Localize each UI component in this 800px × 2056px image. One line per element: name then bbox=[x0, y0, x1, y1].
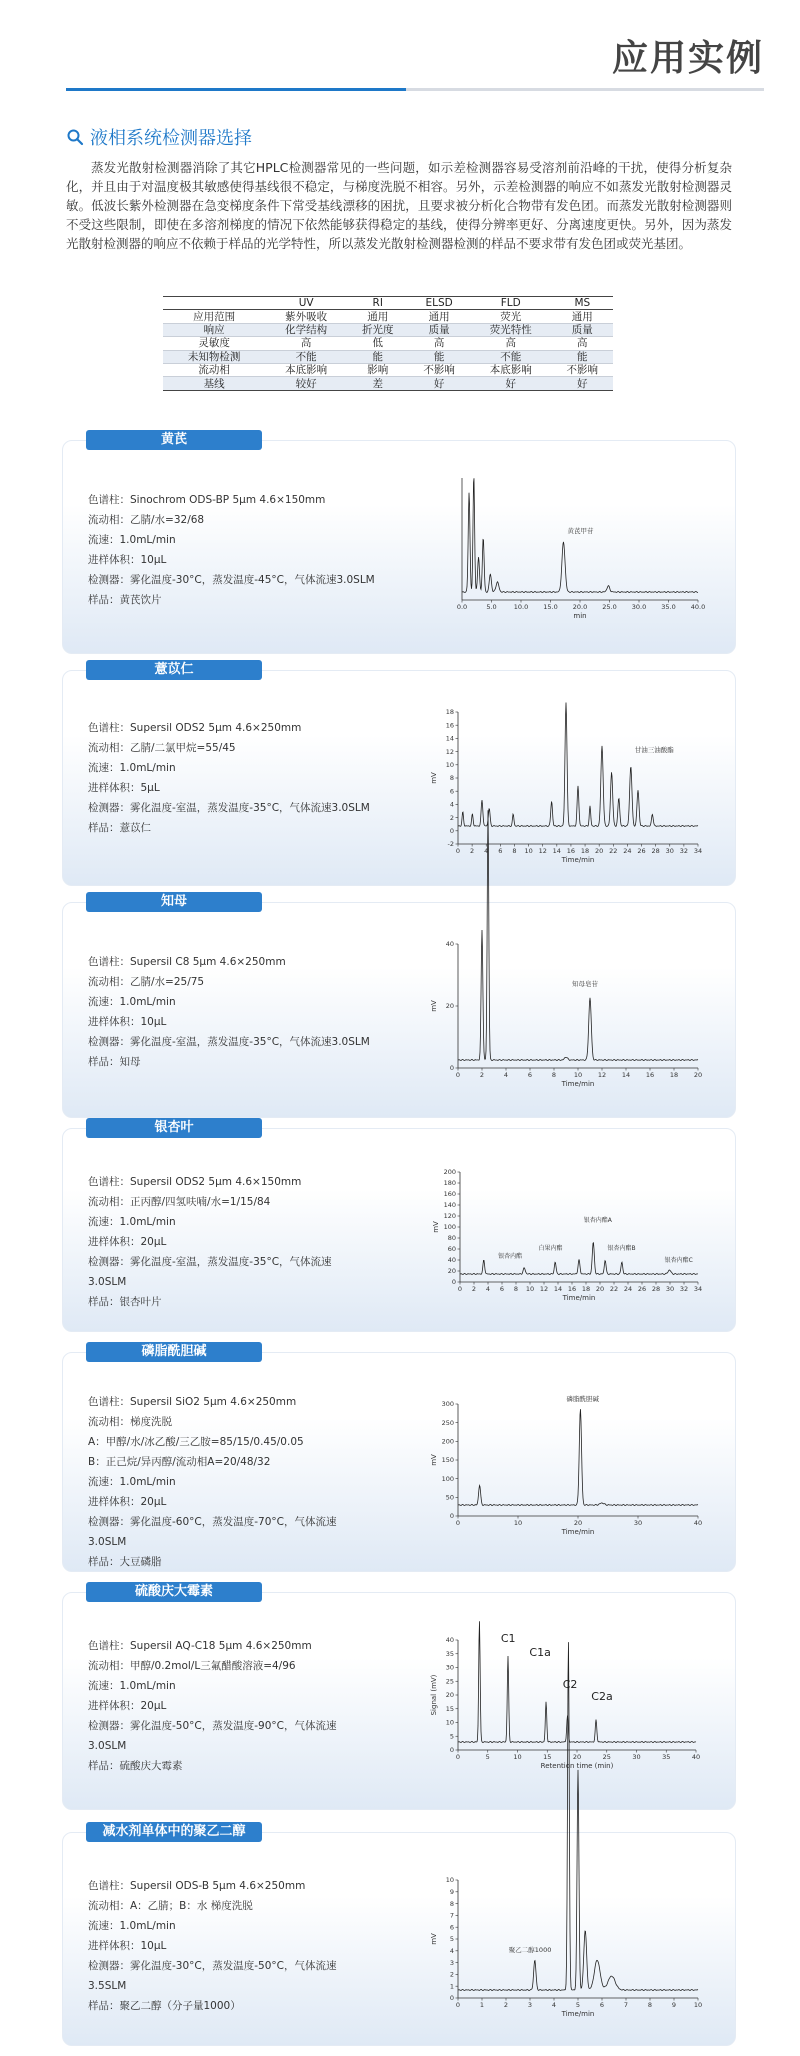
table-cell: 不能 bbox=[265, 350, 347, 363]
condition-line: 流速：1.0mL/min bbox=[88, 534, 176, 546]
condition-line: B：正己烷/异丙醇/流动相A=20/48/32 bbox=[88, 1456, 271, 1468]
x-tick-label: 25 bbox=[602, 1753, 611, 1761]
table-header-cell: FLD bbox=[470, 297, 552, 310]
x-tick-label: 30 bbox=[665, 847, 674, 855]
condition-line: 进样体积：10μL bbox=[88, 1016, 167, 1028]
x-tick-label: 20 bbox=[573, 1519, 583, 1527]
chromatogram-trace bbox=[458, 703, 698, 827]
table-cell: 灵敏度 bbox=[163, 337, 265, 350]
x-axis-label: Time/min bbox=[561, 856, 595, 864]
card-title: 知母 bbox=[86, 892, 262, 912]
y-tick-label: 200 bbox=[443, 1168, 456, 1177]
condition-line: 进样体积：5μL bbox=[88, 782, 160, 794]
card-conditions bbox=[88, 1392, 388, 1572]
condition-line: 流速：1.0mL/min bbox=[88, 762, 176, 774]
x-tick-label: 8 bbox=[647, 2001, 653, 2009]
peak-label: C1a bbox=[529, 1646, 551, 1659]
page-title: 应用实例 bbox=[611, 38, 764, 79]
chart-container bbox=[432, 1876, 702, 2036]
y-tick-label: 0 bbox=[449, 1994, 454, 2003]
condition-line: 3.0SLM bbox=[88, 1536, 127, 1548]
y-tick-label: 30 bbox=[445, 1663, 454, 1672]
header-divider-accent bbox=[66, 88, 406, 91]
condition-line: 色谱柱：Supersil ODS2 5μm 4.6×150mm bbox=[88, 1176, 302, 1188]
section-heading bbox=[66, 124, 252, 150]
condition-line: 色谱柱：Supersil AQ-C18 5μm 4.6×250mm bbox=[88, 1640, 312, 1652]
chromatogram-trace bbox=[462, 478, 698, 592]
x-tick-label: 10 bbox=[513, 1753, 522, 1761]
x-tick-label: 16 bbox=[567, 1285, 577, 1293]
x-tick-label: 20 bbox=[595, 1285, 605, 1293]
y-tick-label: 0 bbox=[451, 1278, 456, 1287]
y-tick-label: 5 bbox=[449, 1935, 454, 1944]
table-cell: 通用 bbox=[347, 310, 408, 323]
card-conditions bbox=[88, 1876, 388, 2016]
x-tick-label: 32 bbox=[679, 847, 689, 855]
x-tick-label: 14 bbox=[553, 1285, 563, 1293]
chromatogram-chart bbox=[432, 1168, 702, 1318]
peak-label: C2 bbox=[562, 1678, 578, 1691]
y-tick-label: 6 bbox=[449, 1923, 454, 1932]
y-tick-label: 0 bbox=[449, 1746, 454, 1755]
table-header-cell: UV bbox=[265, 297, 347, 310]
x-tick-label: 40 bbox=[693, 1519, 703, 1527]
table-cell: 质量 bbox=[408, 323, 469, 336]
section-title: 液相系统检测器选择 bbox=[90, 128, 252, 149]
y-tick-label: 2 bbox=[449, 813, 454, 822]
x-tick-label: 40.0 bbox=[690, 603, 706, 611]
search-icon bbox=[66, 128, 84, 146]
y-tick-label: 120 bbox=[443, 1212, 456, 1221]
y-tick-label: 300 bbox=[441, 1400, 454, 1409]
x-tick-label: 0 bbox=[455, 1519, 461, 1527]
x-tick-label: 22 bbox=[609, 1285, 619, 1293]
x-tick-label: 2 bbox=[479, 1071, 485, 1079]
peak-label: 磷脂酰胆碱 bbox=[566, 1395, 599, 1403]
condition-line: 色谱柱：Supersil SiO2 5μm 4.6×250mm bbox=[88, 1396, 297, 1408]
chromatogram-trace bbox=[460, 1243, 698, 1275]
condition-line: 色谱柱：Sinochrom ODS-BP 5μm 4.6×150mm bbox=[88, 494, 326, 506]
x-tick-label: 6 bbox=[527, 1071, 533, 1079]
table-cell: 通用 bbox=[552, 310, 613, 323]
y-tick-label: 0 bbox=[449, 827, 454, 835]
x-tick-label: 24 bbox=[623, 847, 632, 855]
y-tick-label: 35 bbox=[445, 1649, 454, 1658]
table-header-cell: ELSD bbox=[408, 297, 469, 310]
y-axis-label: mV bbox=[430, 1454, 438, 1466]
x-tick-label: 0 bbox=[455, 2001, 461, 2009]
y-axis-label: mV bbox=[430, 1000, 438, 1012]
condition-line: 检测器：雾化温度-60°C，蒸发温度-70°C，气体流速 bbox=[88, 1516, 337, 1528]
x-tick-label: 10 bbox=[525, 1285, 535, 1293]
x-tick-label: 0.0 bbox=[456, 603, 468, 611]
condition-line: 流动相：A：乙腈；B：水 梯度洗脱 bbox=[88, 1900, 253, 1912]
y-tick-label: 150 bbox=[441, 1456, 454, 1465]
chromatogram-chart bbox=[438, 478, 708, 622]
y-tick-label: 250 bbox=[441, 1418, 454, 1427]
x-tick-label: 20 bbox=[572, 1753, 582, 1761]
x-tick-label: 2 bbox=[470, 847, 475, 855]
x-axis-label: Time/min bbox=[561, 2010, 595, 2018]
peak-label: C1 bbox=[500, 1632, 516, 1645]
x-tick-label: 5 bbox=[575, 2001, 581, 2009]
x-tick-label: 34 bbox=[693, 847, 703, 855]
y-tick-label: 15 bbox=[445, 1704, 454, 1713]
table-header-cell: MS bbox=[552, 297, 613, 310]
table-cell: 折光度 bbox=[347, 323, 408, 336]
condition-line: 色谱柱：Supersil ODS2 5μm 4.6×250mm bbox=[88, 722, 302, 734]
peak-label: 银杏内酯A bbox=[583, 1217, 612, 1224]
x-tick-label: 10 bbox=[513, 1519, 523, 1527]
x-tick-label: 16 bbox=[645, 1071, 655, 1079]
chromatogram-chart bbox=[432, 940, 702, 1104]
peak-label: 黄芪甲苷 bbox=[567, 527, 594, 535]
x-tick-label: 18 bbox=[581, 1285, 591, 1293]
condition-line: 色谱柱：Supersil ODS-B 5μm 4.6×250mm bbox=[88, 1880, 306, 1892]
x-tick-label: 7 bbox=[623, 2001, 629, 2009]
peak-label: 银杏内酯C bbox=[664, 1257, 693, 1264]
x-axis-label: Time/min bbox=[561, 1080, 595, 1088]
y-tick-label: 40 bbox=[445, 940, 454, 949]
condition-line: 检测器：雾化温度-室温，蒸发温度-35°C，气体流速3.0SLM bbox=[88, 1036, 370, 1048]
x-tick-label: 34 bbox=[693, 1285, 703, 1293]
card-title: 硫酸庆大霉素 bbox=[86, 1582, 262, 1602]
table-cell: 基线 bbox=[163, 377, 265, 390]
x-tick-label: 4 bbox=[485, 1285, 491, 1293]
y-tick-label: 0 bbox=[449, 1064, 454, 1073]
y-tick-label: 7 bbox=[449, 1911, 454, 1920]
x-tick-label: 12 bbox=[539, 1285, 549, 1293]
y-tick-label: 20 bbox=[445, 1002, 454, 1011]
y-tick-label: 40 bbox=[447, 1256, 456, 1265]
x-tick-label: 30 bbox=[632, 1753, 641, 1761]
y-tick-label: 25 bbox=[445, 1677, 454, 1686]
condition-line: 3.0SLM bbox=[88, 1276, 127, 1288]
chart-container bbox=[420, 1632, 701, 1792]
x-tick-label: 25.0 bbox=[602, 603, 617, 611]
chart-container bbox=[430, 1395, 703, 1556]
chart-container bbox=[432, 940, 702, 1108]
peak-label: 知母皂苷 bbox=[572, 980, 598, 988]
condition-line: 检测器：雾化温度-室温，蒸发温度-35°C，气体流速 bbox=[88, 1256, 332, 1268]
table-row bbox=[163, 350, 613, 363]
condition-line: 样品：黄芪饮片 bbox=[88, 594, 162, 606]
x-tick-label: 10 bbox=[573, 1071, 583, 1079]
y-tick-label: 18 bbox=[445, 708, 454, 717]
detector-comparison-table bbox=[163, 296, 613, 391]
table-row bbox=[163, 377, 613, 390]
y-tick-label: 0 bbox=[449, 1512, 454, 1521]
y-tick-label: 10 bbox=[445, 1876, 454, 1885]
condition-line: 流动相：正丙醇/四氢呋喃/水=1/15/84 bbox=[88, 1196, 271, 1208]
table-cell: 能 bbox=[408, 350, 469, 363]
table-cell: 好 bbox=[552, 377, 613, 390]
card-title: 薏苡仁 bbox=[86, 660, 262, 680]
x-tick-label: 28 bbox=[651, 847, 660, 855]
condition-line: 进样体积：10μL bbox=[88, 1940, 167, 1952]
x-tick-label: 9 bbox=[671, 2001, 677, 2009]
y-tick-label: 20 bbox=[445, 1691, 454, 1700]
y-axis-label: mV bbox=[430, 1933, 438, 1945]
y-tick-label: 2 bbox=[449, 1970, 454, 1979]
y-tick-label: 8 bbox=[449, 1899, 454, 1908]
chart-container bbox=[432, 1168, 702, 1322]
x-tick-label: 4 bbox=[551, 2001, 557, 2009]
table-cell: 影响 bbox=[347, 363, 408, 376]
x-tick-label: 22 bbox=[609, 847, 618, 855]
x-tick-label: 18 bbox=[580, 847, 590, 855]
condition-line: 流动相：乙腈/水=25/75 bbox=[88, 976, 205, 988]
x-tick-label: 26 bbox=[637, 847, 646, 855]
y-tick-label: 60 bbox=[447, 1245, 456, 1254]
table-row bbox=[163, 337, 613, 350]
card-conditions bbox=[88, 490, 388, 610]
x-tick-label: 12 bbox=[538, 847, 547, 855]
table-cell: 本底影响 bbox=[470, 363, 552, 376]
x-tick-label: 30.0 bbox=[631, 603, 647, 611]
table-cell: 能 bbox=[347, 350, 408, 363]
x-tick-label: 20 bbox=[693, 1071, 703, 1079]
x-tick-label: 6 bbox=[499, 1285, 505, 1293]
condition-line: 3.0SLM bbox=[88, 1740, 127, 1752]
intro-paragraph: 蒸发光散射检测器消除了其它HPLC检测器常见的一些问题，如示差检测器容易受溶剂前沿峰的干扰，使得分析复杂化，并且由于对温度极其敏感使得基线很不稳定，与梯度洗脱不相容。另外，示差检测器的响应不如蒸发光散射检测器灵敏。低波长紫外检测器在急变梯度条件下常受基线漂移的困扰，且要求被分析化合物带有发色团。而蒸发光散射检测器则不受这些限制，即使在多溶剂梯度的情况下依然能够获得稳定的基线，使得分辨率更好、分离速度更快。另外，因为蒸发光散射检测器的响应不依赖于样品的光学特性，所以蒸发光散射检测器检测的样品不要求带有发色团或荧光基团。 bbox=[66, 160, 732, 251]
x-tick-label: 26 bbox=[637, 1285, 647, 1293]
y-axis-label: Signal (mV) bbox=[430, 1674, 438, 1716]
y-tick-label: 5 bbox=[449, 1732, 454, 1741]
condition-line: 进样体积：20μL bbox=[88, 1700, 167, 1712]
table-cell: 未知物检测 bbox=[163, 350, 265, 363]
peak-label: 银杏内酯 bbox=[498, 1253, 523, 1260]
table-cell: 流动相 bbox=[163, 363, 265, 376]
y-tick-label: 40 bbox=[445, 1636, 454, 1645]
y-tick-label: 140 bbox=[443, 1201, 456, 1210]
table-cell: 能 bbox=[552, 350, 613, 363]
x-axis-label: Time/min bbox=[562, 1294, 596, 1302]
condition-line: 流速：1.0mL/min bbox=[88, 1920, 176, 1932]
x-tick-label: 10 bbox=[524, 847, 533, 855]
x-tick-label: 0 bbox=[455, 1071, 461, 1079]
y-axis-label: mV bbox=[432, 1221, 440, 1233]
chart-container bbox=[432, 708, 702, 880]
chromatogram-trace bbox=[458, 1409, 698, 1505]
chromatogram-chart bbox=[420, 1632, 701, 1788]
condition-line: 3.5SLM bbox=[88, 1980, 127, 1992]
condition-line: 检测器：雾化温度-50°C，蒸发温度-90°C，气体流速 bbox=[88, 1720, 337, 1732]
y-tick-label: 100 bbox=[443, 1223, 456, 1232]
table-cell: 荧光 bbox=[470, 310, 552, 323]
x-tick-label: 1 bbox=[479, 2001, 485, 2009]
condition-line: 色谱柱：Supersil C8 5μm 4.6×250mm bbox=[88, 956, 286, 968]
x-tick-label: 6 bbox=[498, 847, 503, 855]
table-row bbox=[163, 323, 613, 336]
table-cell: 响应 bbox=[163, 323, 265, 336]
y-tick-label: 10 bbox=[445, 761, 454, 769]
x-tick-label: 14 bbox=[552, 847, 561, 855]
y-tick-label: 180 bbox=[443, 1179, 456, 1188]
x-tick-label: 30 bbox=[665, 1285, 675, 1293]
table-cell: 化学结构 bbox=[265, 323, 347, 336]
x-axis-label: Time/min bbox=[561, 1528, 595, 1536]
x-tick-label: 2 bbox=[503, 2001, 509, 2009]
table-header-cell bbox=[163, 297, 265, 310]
table-cell: 好 bbox=[470, 377, 552, 390]
x-tick-label: 2 bbox=[471, 1285, 477, 1293]
x-axis-label: Retention time (min) bbox=[540, 1762, 614, 1770]
table-cell: 本底影响 bbox=[265, 363, 347, 376]
x-tick-label: 14 bbox=[621, 1071, 631, 1079]
condition-line: 流动相：乙腈/二氯甲烷=55/45 bbox=[88, 742, 236, 754]
x-tick-label: 35 bbox=[662, 1753, 671, 1761]
condition-line: 检测器：雾化温度-30°C，蒸发温度-50°C，气体流速 bbox=[88, 1960, 337, 1972]
condition-line: 流速：1.0mL/min bbox=[88, 1216, 176, 1228]
condition-line: 流速：1.0mL/min bbox=[88, 996, 176, 1008]
peak-label: 银杏内酯B bbox=[607, 1245, 636, 1252]
x-tick-label: 18 bbox=[669, 1071, 679, 1079]
x-tick-label: 24 bbox=[623, 1285, 633, 1293]
x-tick-label: 10.0 bbox=[513, 603, 529, 611]
x-tick-label: 15 bbox=[543, 1753, 552, 1761]
x-tick-label: 6 bbox=[599, 2001, 605, 2009]
y-tick-label: -2 bbox=[447, 840, 454, 849]
condition-line: 流动相：乙腈/水=32/68 bbox=[88, 514, 205, 526]
card-title: 黄芪 bbox=[86, 430, 262, 450]
y-tick-label: 9 bbox=[449, 1888, 454, 1896]
condition-line: 流动相：甲醇/0.2mol/L三氟醋酸溶液=4/96 bbox=[88, 1660, 296, 1672]
card-conditions bbox=[88, 718, 388, 838]
table-cell: 差 bbox=[347, 377, 408, 390]
x-tick-label: 32 bbox=[679, 1285, 689, 1293]
table-cell: 质量 bbox=[552, 323, 613, 336]
card-conditions bbox=[88, 952, 388, 1072]
table-cell: 高 bbox=[265, 337, 347, 350]
y-tick-label: 12 bbox=[445, 747, 454, 756]
y-tick-label: 100 bbox=[441, 1474, 454, 1483]
y-tick-label: 200 bbox=[441, 1437, 454, 1446]
y-tick-label: 4 bbox=[449, 800, 454, 809]
card-title: 磷脂酰胆碱 bbox=[86, 1342, 262, 1362]
x-tick-label: 5.0 bbox=[486, 603, 497, 611]
chromatogram-chart bbox=[432, 708, 702, 876]
x-tick-label: 28 bbox=[651, 1285, 661, 1293]
x-tick-label: 8 bbox=[551, 1071, 557, 1079]
peak-label: 甘油三油酸酯 bbox=[634, 746, 674, 754]
condition-line: 样品：薏苡仁 bbox=[88, 822, 151, 834]
table-cell: 低 bbox=[347, 337, 408, 350]
x-tick-label: 8 bbox=[513, 1285, 519, 1293]
x-tick-label: 8 bbox=[512, 847, 517, 855]
peak-label: C2a bbox=[591, 1690, 613, 1703]
x-tick-label: 35.0 bbox=[661, 603, 676, 611]
x-tick-label: 10 bbox=[693, 2001, 703, 2009]
x-tick-label: 5 bbox=[485, 1753, 490, 1761]
table-cell: 好 bbox=[408, 377, 469, 390]
y-tick-label: 4 bbox=[449, 1947, 454, 1955]
table-cell: 不能 bbox=[470, 350, 552, 363]
x-tick-label: 0 bbox=[455, 1753, 461, 1761]
peak-label: 聚乙二醇1000 bbox=[508, 1946, 552, 1954]
table-cell: 荧光特性 bbox=[470, 323, 552, 336]
table-header-cell: RI bbox=[347, 297, 408, 310]
card-title: 银杏叶 bbox=[86, 1118, 262, 1138]
table-cell: 不影响 bbox=[552, 363, 613, 376]
x-tick-label: 20.0 bbox=[572, 603, 588, 611]
table-row bbox=[163, 310, 613, 323]
x-tick-label: 16 bbox=[566, 847, 576, 855]
condition-line: 样品：聚乙二醇（分子量1000） bbox=[88, 2000, 241, 2012]
x-tick-label: 4 bbox=[484, 847, 489, 855]
table-row bbox=[163, 363, 613, 376]
card-conditions bbox=[88, 1636, 388, 1776]
x-axis-label: min bbox=[573, 612, 587, 620]
y-tick-label: 8 bbox=[449, 774, 454, 783]
condition-line: 进样体积：10μL bbox=[88, 554, 167, 566]
x-tick-label: 3 bbox=[527, 2001, 533, 2009]
x-tick-label: 20 bbox=[595, 847, 604, 855]
condition-line: 样品：知母 bbox=[88, 1056, 141, 1068]
chromatogram-chart bbox=[432, 1876, 702, 2032]
peak-label: 白果内酯 bbox=[538, 1245, 563, 1252]
condition-line: 检测器：雾化温度-30°C，蒸发温度-45°C，气体流速3.0SLM bbox=[88, 574, 375, 586]
y-tick-label: 1 bbox=[449, 1982, 454, 1991]
y-tick-label: 14 bbox=[445, 734, 454, 743]
table-cell: 通用 bbox=[408, 310, 469, 323]
y-tick-label: 10 bbox=[445, 1718, 454, 1727]
y-tick-label: 3 bbox=[449, 1958, 454, 1967]
x-tick-label: 12 bbox=[597, 1071, 607, 1079]
table-cell: 高 bbox=[408, 337, 469, 350]
card-title: 减水剂单体中的聚乙二醇 bbox=[86, 1822, 262, 1842]
chart-container bbox=[438, 478, 708, 626]
condition-line: 进样体积：20μL bbox=[88, 1236, 167, 1248]
condition-line: 进样体积：20μL bbox=[88, 1496, 167, 1508]
y-axis-label: mV bbox=[430, 772, 438, 784]
condition-line: 流速：1.0mL/min bbox=[88, 1476, 176, 1488]
y-tick-label: 20 bbox=[447, 1267, 456, 1276]
condition-line: 检测器：雾化温度-室温，蒸发温度-35°C，气体流速3.0SLM bbox=[88, 802, 370, 814]
condition-line: 样品：大豆磷脂 bbox=[88, 1556, 162, 1568]
table-cell: 较好 bbox=[265, 377, 347, 390]
table-cell: 高 bbox=[470, 337, 552, 350]
table-cell: 不影响 bbox=[408, 363, 469, 376]
x-tick-label: 4 bbox=[503, 1071, 509, 1079]
y-tick-label: 80 bbox=[447, 1234, 456, 1243]
condition-line: A：甲醇/水/冰乙酸/三乙胺=85/15/0.45/0.05 bbox=[88, 1436, 304, 1448]
condition-line: 样品：硫酸庆大霉素 bbox=[88, 1760, 183, 1772]
y-tick-label: 6 bbox=[449, 787, 454, 796]
condition-line: 流速：1.0mL/min bbox=[88, 1680, 176, 1692]
y-tick-label: 160 bbox=[443, 1190, 456, 1199]
table-cell: 高 bbox=[552, 337, 613, 350]
y-tick-label: 50 bbox=[445, 1493, 454, 1502]
table-cell: 紫外吸收 bbox=[265, 310, 347, 323]
x-tick-label: 30 bbox=[633, 1519, 643, 1527]
condition-line: 样品：银杏叶片 bbox=[88, 1296, 162, 1308]
condition-line: 流动相：梯度洗脱 bbox=[88, 1416, 172, 1428]
x-tick-label: 15.0 bbox=[543, 603, 558, 611]
table-cell: 应用范围 bbox=[163, 310, 265, 323]
x-tick-label: 40 bbox=[691, 1753, 701, 1761]
x-tick-label: 0 bbox=[457, 1285, 463, 1293]
chromatogram-chart bbox=[430, 1395, 703, 1552]
y-tick-label: 16 bbox=[445, 721, 454, 730]
x-tick-label: 0 bbox=[455, 847, 461, 855]
card-conditions bbox=[88, 1172, 388, 1312]
table-header-row bbox=[163, 297, 613, 310]
